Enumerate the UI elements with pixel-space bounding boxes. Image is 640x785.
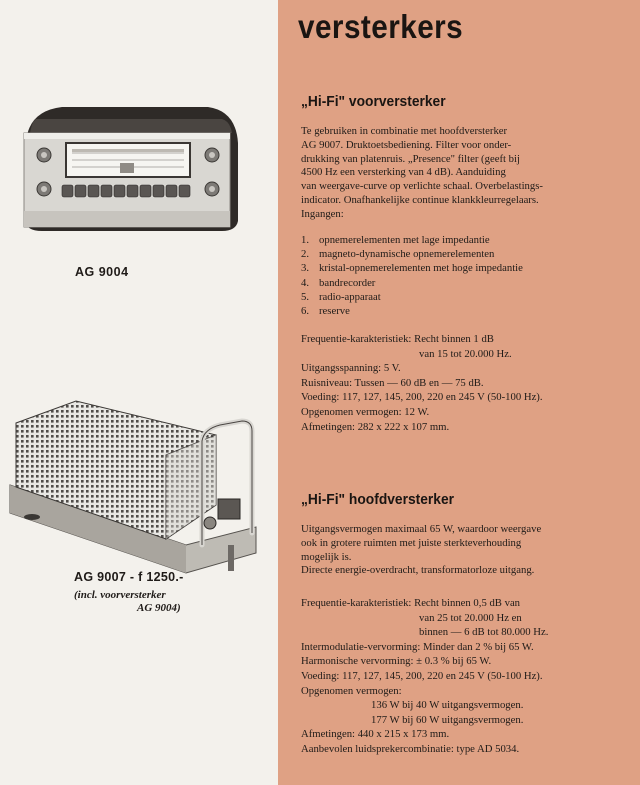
preamp-intro-line: van weergave-curve op verlichte schaal. Overbelastings- xyxy=(301,180,543,193)
power-amplifier-image xyxy=(6,395,266,575)
preamp-intro-line: 4500 Hz een versterking van 4 dB). Aanduiding xyxy=(301,166,506,179)
preamp-intro xyxy=(301,125,597,222)
main-intro-line: Uitgangsvermogen maximaal 65 W, waardoor weergave xyxy=(301,523,542,535)
main-intro-line: Directe energie-overdracht, transformatorloze uitgang. xyxy=(301,564,535,577)
list-number: 4. xyxy=(301,276,310,289)
spec-line: van 25 tot 20.000 Hz en xyxy=(419,611,522,624)
main-amp-intro xyxy=(301,523,597,578)
list-text: kristal-opnemerelementen met hoge impedantie xyxy=(319,262,523,275)
spec-line: van 15 tot 20.000 Hz. xyxy=(419,347,512,360)
preamp-intro-line: AG 9007. Druktoetsbediening. Filter voor onder- xyxy=(301,138,512,151)
spec-line: Afmetingen: 282 x 222 x 107 mm. xyxy=(301,420,450,433)
preamplifier-image xyxy=(22,103,240,233)
list-number: 6. xyxy=(301,305,310,318)
spec-line: 177 W bij 60 W uitgangsvermogen. xyxy=(371,713,524,726)
spec-line: Frequentie-karakteristiek: Recht binnen 0,5 dB van xyxy=(301,597,521,609)
list-number: 2. xyxy=(301,248,310,261)
spec-line: Frequentie-karakteristiek: Recht binnen 1 dB xyxy=(301,333,494,345)
power-amp-note-line-1: (incl. voorversterker xyxy=(74,589,166,601)
list-item xyxy=(301,247,523,261)
list-number: 5. xyxy=(301,290,310,303)
list-item xyxy=(301,276,523,290)
spec-line: Voeding: 117, 127, 145, 200, 220 en 245 V (50-100 Hz). xyxy=(301,391,543,404)
list-item xyxy=(301,233,523,247)
main-amp-heading: „Hi-Fi" hoofdversterker xyxy=(301,491,455,508)
spec-line: Harmonische vervorming: ± 0.3 % bij 65 W. xyxy=(301,655,492,668)
spec-line: Voeding: 117, 127, 145, 200, 220 en 245 V (50-100 Hz). xyxy=(301,669,543,682)
preamp-intro-line: drukking van platenruis. „Presence" filter (geeft bij xyxy=(301,152,520,165)
list-number: 1. xyxy=(301,234,310,246)
spec-line: Ruisniveau: Tussen — 60 dB en — 75 dB. xyxy=(301,376,484,389)
preamp-model-label: AG 9004 xyxy=(75,265,129,279)
spec-line: Intermodulatie-vervorming: Minder dan 2 % bij 65 W. xyxy=(301,640,534,653)
list-number: 3. xyxy=(301,262,310,275)
preamp-intro-line: Te gebruiken in combinatie met hoofdversterker xyxy=(301,125,508,137)
page-title: versterkers xyxy=(298,8,464,45)
power-amp-model-label: AG 9007 - f 1250.- xyxy=(74,570,184,584)
list-text: opnemerelementen met lage impedantie xyxy=(319,234,490,246)
list-text: bandrecorder xyxy=(319,276,376,289)
preamp-intro-line: Ingangen: xyxy=(301,207,344,220)
spec-line: Uitgangsspanning: 5 V. xyxy=(301,362,401,375)
list-text: radio-apparaat xyxy=(319,290,381,303)
list-item xyxy=(301,261,523,275)
spec-line: Opgenomen vermogen: 12 W. xyxy=(301,405,430,418)
spec-line: Opgenomen vermogen: xyxy=(301,684,402,697)
inputs-list xyxy=(301,233,523,318)
main-intro-line: mogelijk is. xyxy=(301,550,352,563)
spec-line: Afmetingen: 440 x 215 x 173 mm. xyxy=(301,728,450,741)
left-column xyxy=(0,0,278,785)
list-item xyxy=(301,304,523,318)
spec-line: binnen — 6 dB tot 80.000 Hz. xyxy=(419,626,549,639)
power-amp-note-line-2: AG 9004) xyxy=(137,602,181,614)
list-item xyxy=(301,290,523,304)
preamp-specs xyxy=(301,332,543,434)
spec-line: Aanbevolen luidsprekercombinatie: type AD 5034. xyxy=(301,742,520,755)
list-text: reserve xyxy=(319,305,350,318)
spec-line: 136 W bij 40 W uitgangsvermogen. xyxy=(371,699,524,712)
list-text: magneto-dynamische opnemerelementen xyxy=(319,248,495,261)
preamp-intro-line: indicator. Onafhankelijke continue klankkleurregelaars. xyxy=(301,193,539,206)
main-intro-line: ook in grotere ruimten met juiste sterkteverhouding xyxy=(301,536,522,549)
main-amp-specs xyxy=(301,596,548,757)
preamp-heading: „Hi-Fi" voorversterker xyxy=(301,93,446,110)
